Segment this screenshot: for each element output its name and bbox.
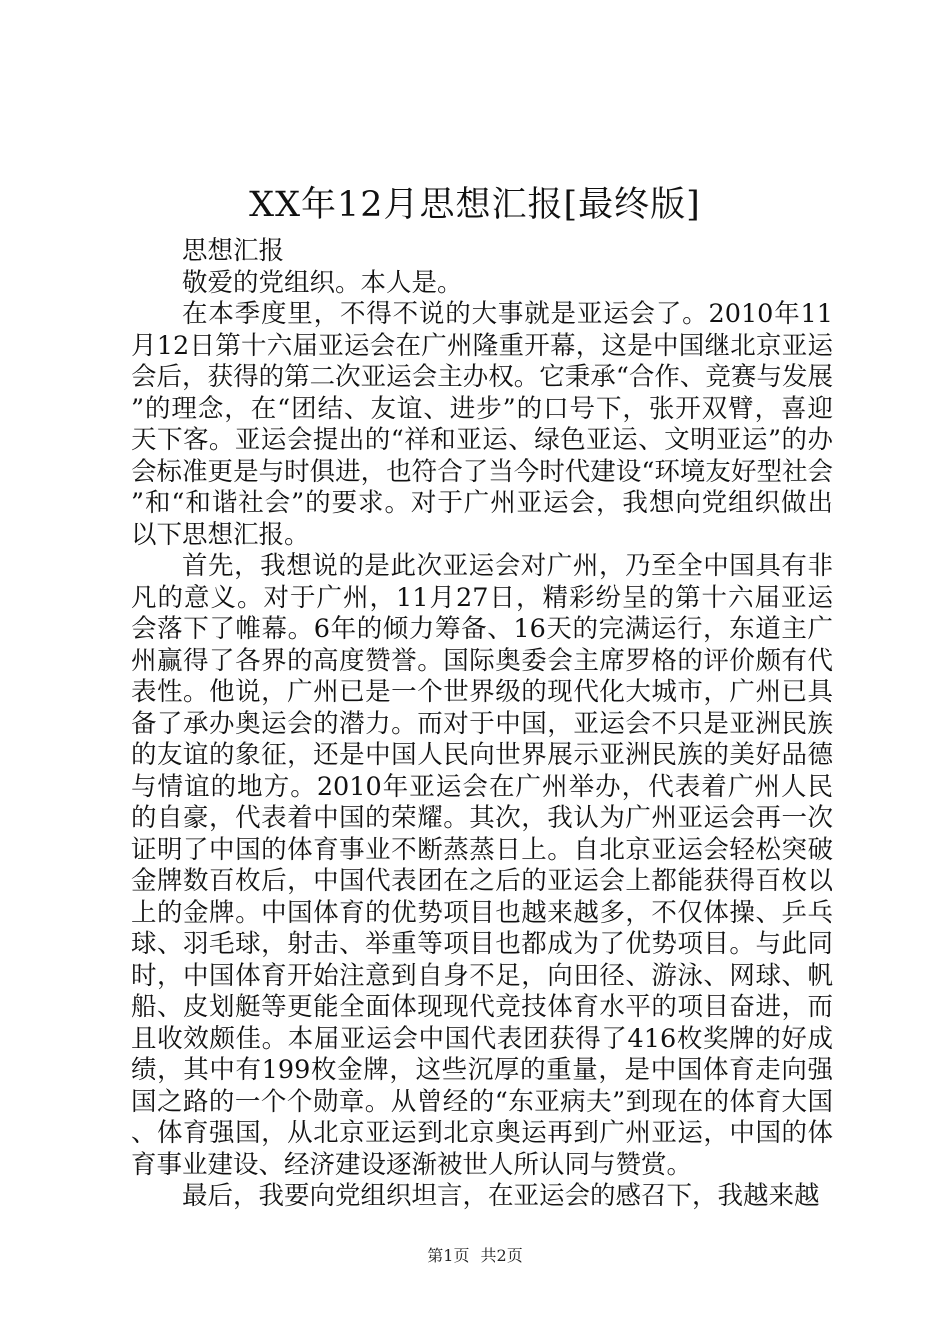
paragraph-salutation: 敬爱的党组织。本人是。 xyxy=(182,267,463,298)
document-title: XX年12月思想汇报[最终版] xyxy=(249,185,701,225)
page-total: 共2页 xyxy=(480,1246,523,1265)
paragraph-first-point: 首先，我想说的是此次亚运会对广州，乃至全中国具有非凡的意义。对于广州，11月27日，精彩纷呈的第十六届亚运会落下了帷幕。6年的倾力筹备、16天的完满运行，东道主广州赢得了各界的高度赞誉。国际奥委会主席罗格的评价颇有代表性。他说，广州已是一个世界级的现代化大城市，广州已具备了承办奥运会的潜力。而对于中国，亚运会不只是亚洲民族的友谊的象征，还是中国人民向世界展示亚洲民族的美好品德与情谊的地方。2010年亚运会在广州举办，代表着广州人民的自豪，代表着中国的荣耀。其次，我认为广州亚运会再一次证明了中国的体育事业不断蒸蒸日上。自北京亚运会轻松突破金牌数百枚后，中国代表团在之后的亚运会上都能获得百枚以上的金牌。中国体育的优势项目也越来越多，不仅体操、乒乓球、羽毛球，射击、举重等项目也都成为了优势项目。与此同时，中国体育开始注意到自身不足，向田径、游泳、网球、帆船、皮划艇等更能全面体现现代竞技体育水平的项目奋进，而且收效颇佳。本届亚运会中国代表团获得了416枚奖牌的好成绩，其中有199枚金牌，这些沉厚的重量，是中国体育走向强国之路的一个个勋章。从曾经的“东亚病夫”到现在的体育大国、体育强国，从北京亚运到北京奥运再到广州亚运，中国的体育事业建设、经济建设逐渐被世人所认同与赞赏。 xyxy=(131,551,833,1180)
document-body xyxy=(131,236,833,1213)
page-footer xyxy=(0,1245,950,1267)
paragraph-heading: 思想汇报 xyxy=(182,236,285,266)
paragraph-intro: 在本季度里，不得不说的大事就是亚运会了。2010年11月12日第十六届亚运会在广州隆重开幕，这是中国继北京亚运会后，获得的第二次亚运会主办权。它秉承“合作、竞赛与发展”的理念，在“团结、友谊、进步”的口号下，张开双臂，喜迎天下客。亚运会提出的“祥和亚运、绿色亚运、文明亚运”的办会标准更是与时俱进，也符合了当今时代建设“环境友好型社会”和“和谐社会”的要求。对于广州亚运会，我想向党组织做出以下思想汇报。 xyxy=(131,299,833,550)
page-number: 第1页 xyxy=(427,1246,470,1265)
paragraph-last-point: 最后，我要向党组织坦言，在亚运会的感召下，我越来越 xyxy=(182,1181,820,1211)
